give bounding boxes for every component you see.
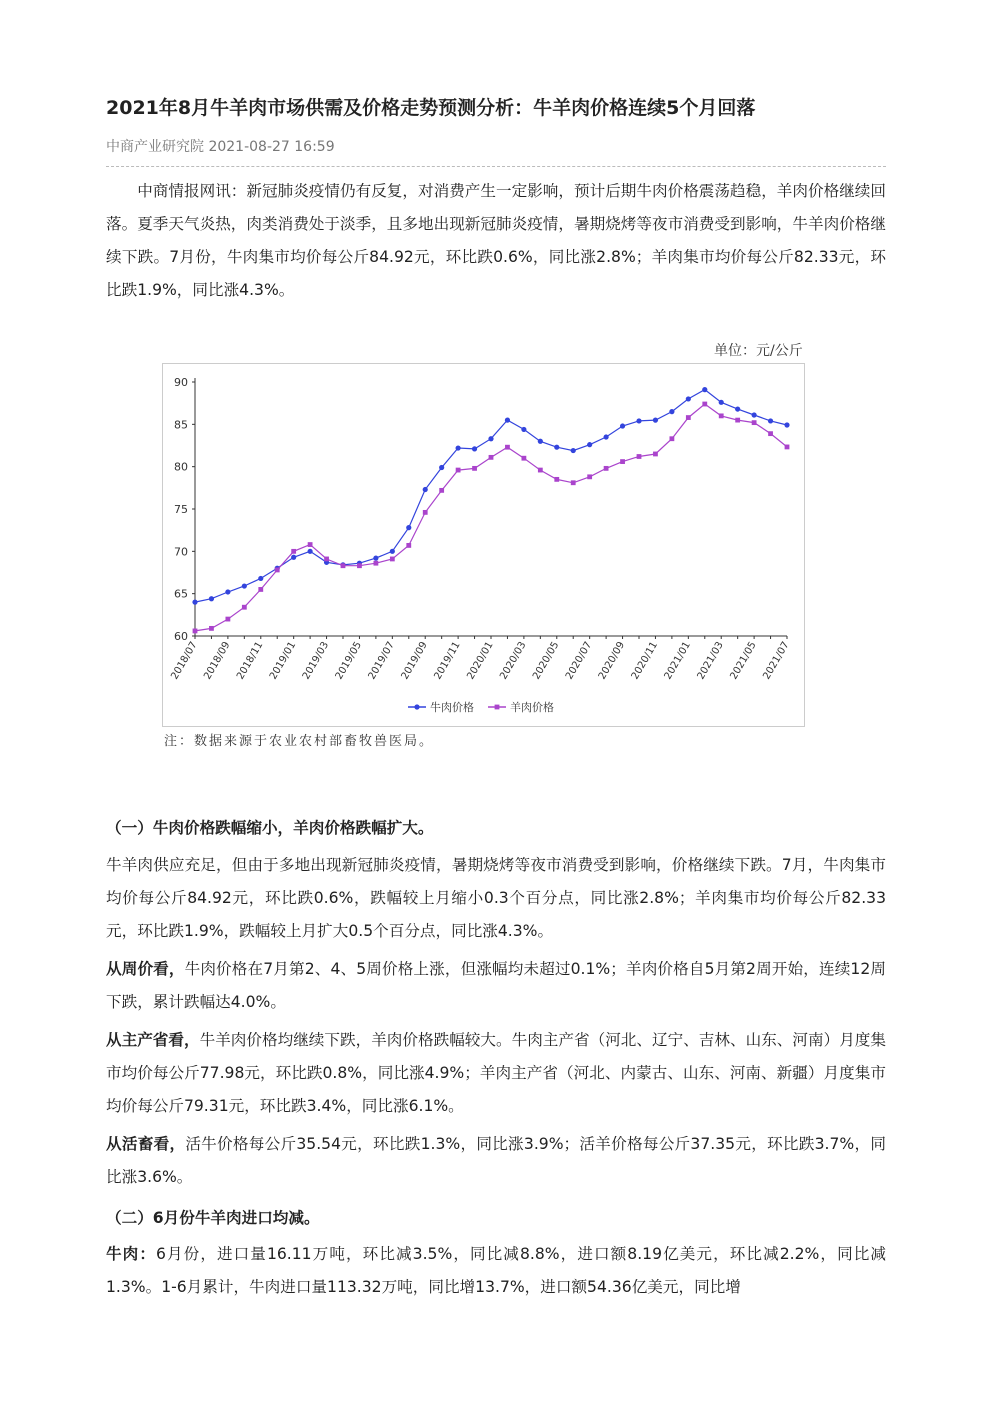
price-chart-svg bbox=[163, 364, 804, 726]
data-point-1 bbox=[752, 412, 757, 417]
legend-label-1: 牛肉价格 bbox=[430, 701, 474, 714]
data-point-1 bbox=[308, 549, 313, 554]
y-tick-label: 90 bbox=[174, 376, 188, 389]
data-point-2 bbox=[472, 466, 477, 471]
data-point-2 bbox=[669, 436, 674, 441]
legend-label-2: 羊肉价格 bbox=[510, 701, 554, 714]
data-point-1 bbox=[209, 596, 214, 601]
x-tick-label: 2020/01 bbox=[465, 640, 496, 682]
data-point-2 bbox=[193, 629, 198, 634]
x-tick-label: 2018/09 bbox=[202, 640, 233, 682]
data-point-2 bbox=[456, 468, 461, 473]
data-point-1 bbox=[505, 418, 510, 423]
data-point-1 bbox=[488, 436, 493, 441]
data-point-2 bbox=[521, 456, 526, 461]
data-point-1 bbox=[768, 418, 773, 423]
data-point-2 bbox=[406, 543, 411, 548]
data-point-2 bbox=[489, 455, 494, 460]
data-point-2 bbox=[324, 557, 329, 562]
article-meta: 中商产业研究院 2021-08-27 16:59 bbox=[106, 139, 335, 155]
x-tick-label: 2020/11 bbox=[629, 640, 661, 682]
data-point-2 bbox=[357, 563, 362, 568]
data-point-2 bbox=[604, 466, 609, 471]
data-point-1 bbox=[669, 409, 674, 414]
data-point-1 bbox=[291, 555, 296, 560]
data-point-1 bbox=[571, 448, 576, 453]
section2-heading: （二）6月份牛羊肉进口均减。 bbox=[106, 1209, 320, 1227]
article-title: 2021年8月牛羊肉市场供需及价格走势预测分析：牛羊肉价格连续5个月回落 bbox=[106, 97, 756, 119]
data-point-2 bbox=[554, 477, 559, 482]
intro-paragraph: 中商情报网讯：新冠肺炎疫情仍有反复，对消费产生一定影响，预计后期牛肉价格震荡趋稳，羊肉价格继续回落。夏季天气炎热，肉类消费处于淡季，且多地出现新冠肺炎疫情，暑期烧烤等夜市消费受到影响，牛羊肉价格继续下跌。7月份，牛肉集市均价每公斤84.92元，环比跌0.6%，同比涨2.8%；羊肉集市均价每公斤82.33元，环比跌1.9%，同比涨4.3%。 bbox=[106, 182, 886, 299]
data-point-1 bbox=[587, 442, 592, 447]
data-point-2 bbox=[209, 626, 214, 631]
data-point-2 bbox=[752, 420, 757, 425]
data-point-1 bbox=[423, 487, 428, 492]
section1-paragraph-2 bbox=[106, 953, 886, 1019]
data-point-1 bbox=[702, 387, 707, 392]
data-point-2 bbox=[373, 561, 378, 566]
data-point-1 bbox=[719, 400, 724, 405]
x-tick-label: 2019/03 bbox=[300, 640, 332, 682]
province-lead: 从主产省看， bbox=[106, 1031, 200, 1049]
data-point-2 bbox=[225, 617, 230, 622]
livestock-lead: 从活畜看， bbox=[106, 1135, 186, 1153]
y-tick-label: 85 bbox=[174, 418, 188, 432]
legend-swatch-marker-1 bbox=[414, 704, 419, 709]
data-point-1 bbox=[258, 576, 263, 581]
data-point-1 bbox=[472, 446, 477, 451]
data-point-2 bbox=[686, 415, 691, 420]
data-point-1 bbox=[735, 406, 740, 411]
divider bbox=[106, 166, 886, 167]
data-point-2 bbox=[587, 474, 592, 479]
x-tick-label: 2021/07 bbox=[761, 640, 792, 682]
x-tick-label: 2019/01 bbox=[267, 640, 299, 682]
data-point-2 bbox=[423, 510, 428, 515]
data-point-2 bbox=[308, 542, 313, 547]
section1-paragraph-3 bbox=[106, 1024, 886, 1123]
data-point-2 bbox=[258, 587, 263, 592]
unit-label: 单位：元/公斤 bbox=[714, 343, 803, 359]
x-tick-label: 2021/05 bbox=[728, 640, 759, 682]
x-tick-label: 2019/05 bbox=[333, 640, 365, 682]
data-point-1 bbox=[192, 600, 197, 605]
data-point-2 bbox=[538, 468, 543, 473]
series-line-1 bbox=[195, 390, 787, 602]
x-tick-label: 2018/11 bbox=[235, 640, 266, 682]
section1-paragraph-1: 牛羊肉供应充足，但由于多地出现新冠肺炎疫情，暑期烧烤等夜市消费受到影响，价格继续下跌。7月，牛肉集市均价每公斤84.92元，环比跌0.6%，跌幅较上月缩小0.3个百分点，同比涨2.8%；羊肉集市均价每公斤82.33元，环比跌1.9%，跌幅较上月扩大0.5个百分点，同比涨4.3%。 bbox=[106, 856, 886, 940]
data-point-1 bbox=[620, 423, 625, 428]
data-point-2 bbox=[291, 549, 296, 554]
x-tick-label: 2019/09 bbox=[399, 640, 430, 682]
data-point-1 bbox=[538, 439, 543, 444]
livestock-text: 活牛价格每公斤35.54元，环比跌1.3%，同比涨3.9%；活羊价格每公斤37.35元，环比跌3.7%，同比涨3.6%。 bbox=[106, 1135, 886, 1186]
y-tick-label: 60 bbox=[174, 630, 188, 643]
section1-paragraph-4 bbox=[106, 1128, 886, 1194]
data-point-1 bbox=[604, 434, 609, 439]
data-point-1 bbox=[456, 445, 461, 450]
data-point-2 bbox=[637, 454, 642, 459]
x-tick-label: 2018/07 bbox=[169, 640, 200, 682]
data-point-2 bbox=[439, 488, 444, 493]
beef-lead: 牛肉： bbox=[106, 1245, 156, 1263]
province-text: 牛羊肉价格均继续下跌，羊肉价格跌幅较大。牛肉主产省（河北、辽宁、吉林、山东、河南）月度集市均价每公斤77.98元，环比跌0.8%，同比涨4.9%；羊肉主产省（河北、内蒙古、山东、河南、新疆）月度集市均价每公斤79.31元，环比跌3.4%，同比涨6.1%。 bbox=[106, 1031, 886, 1115]
data-point-2 bbox=[785, 445, 790, 450]
beef-import-text: 6月份，进口量16.11万吨，环比减3.5%，同比减8.8%，进口额8.19亿美元，环比减2.2%，同比减1.3%。1-6月累计，牛肉进口量113.32万吨，同比增13.7%，进口额54.36亿美元，同比增 bbox=[106, 1245, 886, 1296]
x-tick-label: 2019/11 bbox=[432, 640, 463, 682]
data-point-1 bbox=[554, 445, 559, 450]
source-note: 注：数据来源于农业农村部畜牧兽医局。 bbox=[164, 734, 435, 749]
data-point-2 bbox=[390, 557, 395, 562]
weekly-price-text: 牛肉价格在7月第2、4、5周价格上涨，但涨幅均未超过0.1%；羊肉价格自5月第2周开始，连续12周下跌，累计跌幅达4.0%。 bbox=[106, 960, 886, 1011]
legend-swatch-marker-2 bbox=[495, 705, 500, 710]
x-tick-label: 2021/03 bbox=[695, 640, 726, 682]
data-point-1 bbox=[439, 465, 444, 470]
data-point-2 bbox=[571, 480, 576, 485]
data-point-2 bbox=[242, 605, 247, 610]
y-tick-label: 80 bbox=[174, 460, 188, 474]
x-tick-label: 2020/05 bbox=[531, 640, 562, 682]
section1-heading: （一）牛肉价格跌幅缩小，羊肉价格跌幅扩大。 bbox=[106, 819, 434, 837]
x-tick-label: 2020/07 bbox=[563, 640, 595, 682]
data-point-1 bbox=[653, 418, 658, 423]
data-point-2 bbox=[653, 452, 658, 457]
data-point-1 bbox=[390, 549, 395, 554]
x-tick-label: 2020/09 bbox=[596, 640, 628, 682]
data-point-2 bbox=[505, 445, 510, 450]
section2-paragraph-1 bbox=[106, 1238, 886, 1304]
data-point-1 bbox=[784, 422, 789, 427]
weekly-price-lead: 从周价看， bbox=[106, 960, 185, 978]
data-point-2 bbox=[719, 413, 724, 418]
data-point-1 bbox=[521, 427, 526, 432]
data-point-2 bbox=[275, 568, 280, 573]
x-tick-label: 2019/07 bbox=[366, 640, 397, 682]
data-point-2 bbox=[768, 431, 773, 436]
data-point-1 bbox=[373, 556, 378, 561]
data-point-2 bbox=[341, 563, 346, 568]
x-tick-label: 2021/01 bbox=[662, 640, 693, 682]
y-tick-label: 75 bbox=[174, 503, 188, 516]
data-point-2 bbox=[620, 459, 625, 464]
data-point-2 bbox=[702, 402, 707, 407]
x-tick-label: 2020/03 bbox=[498, 640, 529, 682]
data-point-1 bbox=[225, 589, 230, 594]
y-tick-label: 65 bbox=[174, 587, 188, 601]
data-point-2 bbox=[735, 418, 740, 423]
price-chart bbox=[162, 363, 805, 727]
data-point-1 bbox=[636, 418, 641, 423]
y-tick-label: 70 bbox=[174, 545, 188, 559]
data-point-1 bbox=[406, 525, 411, 530]
data-point-1 bbox=[686, 396, 691, 401]
data-point-1 bbox=[242, 583, 247, 588]
